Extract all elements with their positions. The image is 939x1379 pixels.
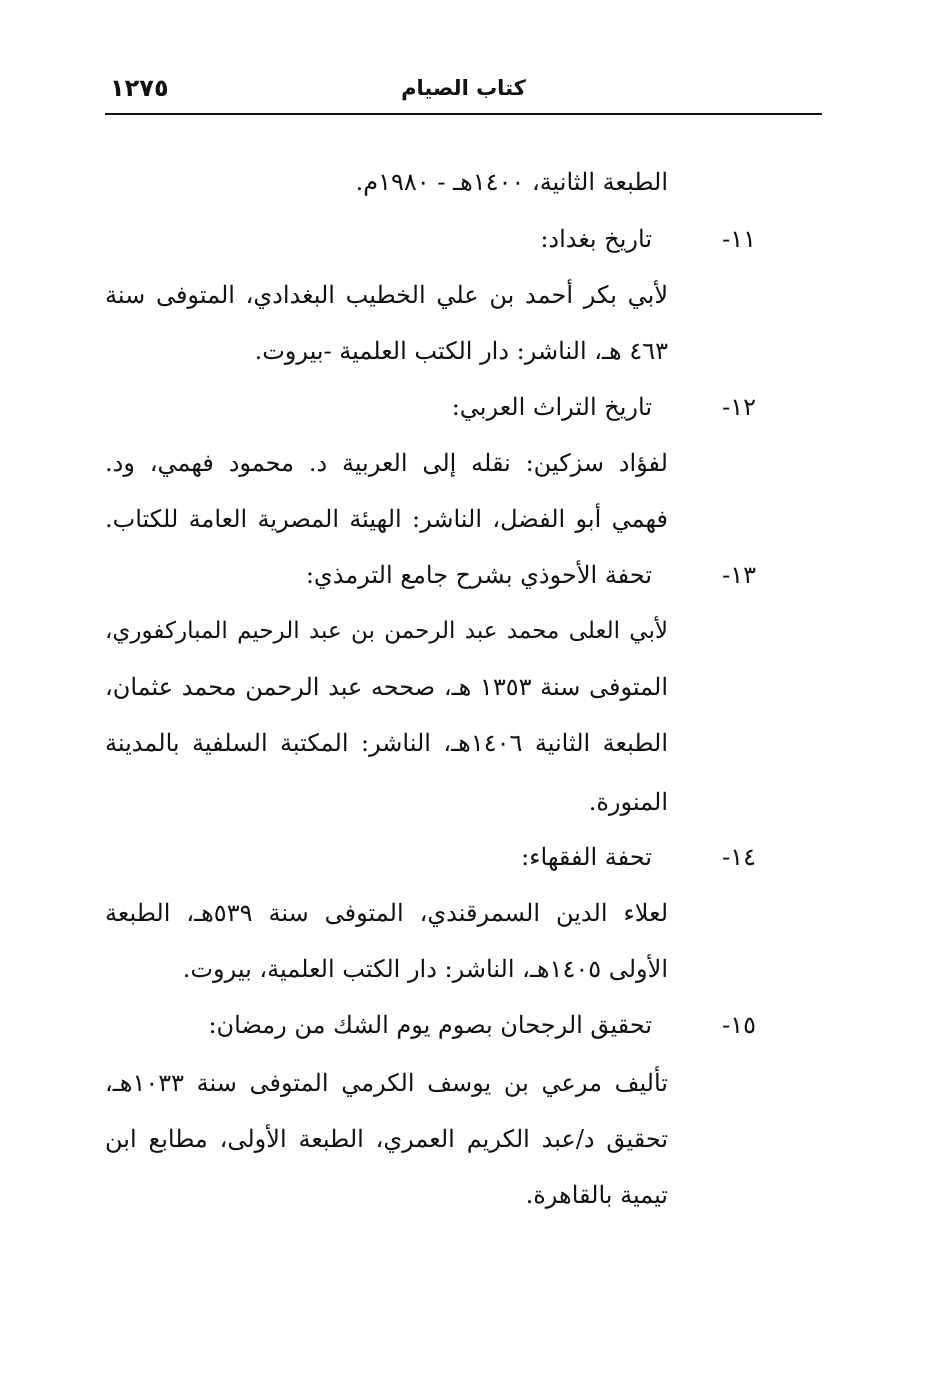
text-line: المنورة. — [588, 788, 668, 816]
text-line: تحقيق د/عبد الكريم العمري، الطبعة الأولى، مطابع ابن — [105, 1125, 668, 1153]
text-line: لعلاء الدين السمرقندي، المتوفى سنة ٥٣٩هـ، الطبعة — [105, 899, 669, 927]
text-line: تيمية بالقاهرة. — [525, 1181, 668, 1209]
text-line: لأبي بكر أحمد بن علي الخطيب البغدادي، المتوفى سنة — [105, 281, 668, 309]
text-line: لأبي العلى محمد عبد الرحمن بن عبد الرحيم المباركفوري، — [105, 618, 668, 644]
text-line: الطبعة الثانية ١٤٠٦هـ، الناشر: المكتبة السلفية بالمدينة — [105, 729, 668, 757]
entry-number: ١٢- — [722, 393, 756, 421]
entry-title: تاريخ بغداد: — [540, 225, 652, 253]
entry-title: تحفة الفقهاء: — [521, 843, 652, 871]
text-line: المتوفى سنة ١٣٥٣ هـ، صححه عبد الرحمن محمد عثمان، — [105, 673, 668, 701]
text-line: الأولى ١٤٠٥هـ، الناشر: دار الكتب العلمية، بيروت. — [182, 955, 668, 983]
entry-number: ١٣- — [722, 561, 756, 589]
entry-title: تحقيق الرجحان بصوم يوم الشك من رمضان: — [208, 1011, 652, 1039]
entry-title: تاريخ التراث العربي: — [451, 393, 652, 421]
entry-number: ١٥- — [722, 1011, 756, 1039]
text-line: ٤٦٣ هـ، الناشر: دار الكتب العلمية -بيروت. — [254, 337, 668, 365]
running-title: كتاب الصيام — [401, 76, 526, 100]
page-number: ١٢٧٥ — [110, 74, 169, 102]
entry-title: تحفة الأحوذي بشرح جامع الترمذي: — [305, 561, 652, 589]
text-line: فهمي أبو الفضل، الناشر: الهيئة المصرية العامة للكتاب. — [105, 505, 668, 533]
text-line: لفؤاد سزكين: نقله إلى العربية د. محمود فهمي، ود. — [105, 449, 668, 477]
text-line: تأليف مرعي بن يوسف الكرمي المتوفى سنة ١٠٣٣هـ، — [105, 1069, 668, 1097]
entry-number: ١١- — [722, 225, 756, 253]
text-line: الطبعة الثانية، ١٤٠٠هـ - ١٩٨٠م. — [355, 168, 668, 196]
page-header — [105, 72, 822, 112]
entry-number: ١٤- — [722, 843, 756, 871]
header-rule — [105, 113, 822, 115]
